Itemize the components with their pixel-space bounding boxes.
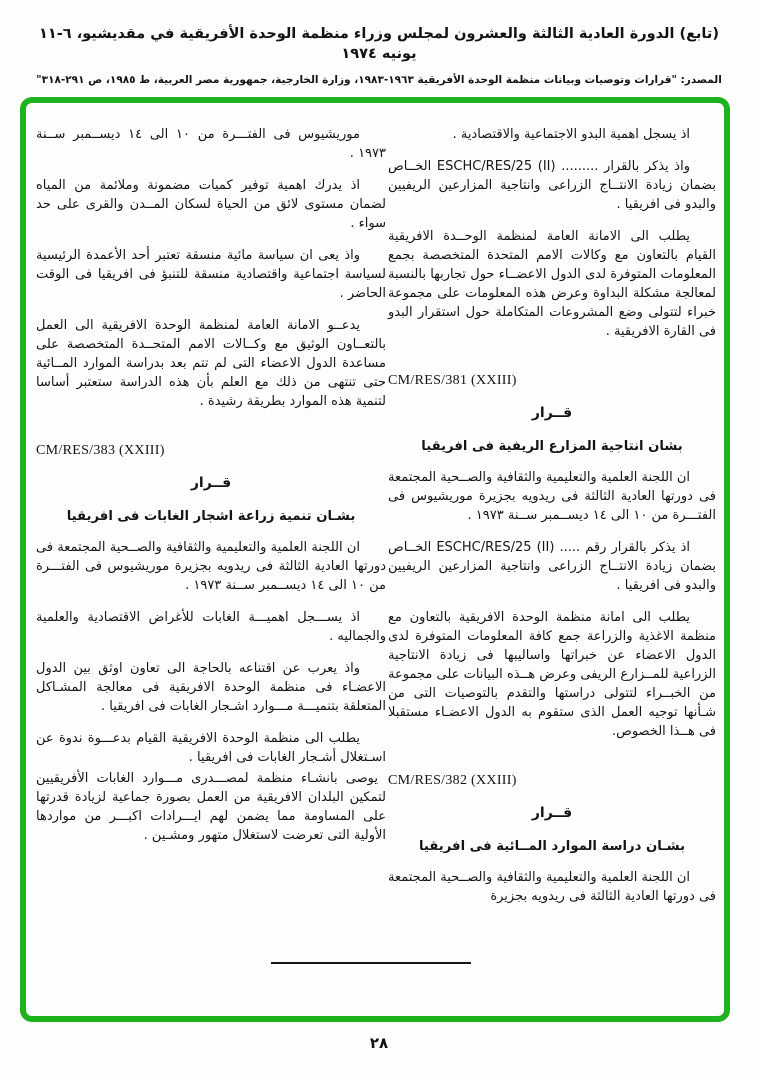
subject-heading: بشان انتاجية المزارع الريفية فى افريقيا	[421, 439, 683, 454]
decision-heading: قــرار	[531, 805, 573, 821]
subject-heading: بشـان تنمية زراعة اشجار الغابات فى افريقيا	[66, 509, 356, 524]
resolution-code: CM/RES/382 (XXIII)	[388, 773, 517, 788]
paragraph: يدعــو الامانة العامة لمنظمة الوحدة الافريقية الى العمل بالتعــاون الوثيق مع وكــالات الامم المتحــدة المتخصصة على مساعدة الدول الاعضاء التى لم تتم بعد بدراسة الموارد المــائية حتى تنتهى من ذلك مع العلم بأن هذه الدراسة ستعتبر أساسا لتنمية هذه الموارد بطريقة رشيدة .	[36, 318, 386, 409]
source-citation: المصدر: "قرارات وتوصيات وبيانات منظمة الوحدة الأفريقية ١٩٦٣-١٩٨٣، وزارة الخارجية، جمهورية مصر العربية، ط ١٩٨٥، ص ٢٩١-٣١٨"	[36, 74, 722, 86]
subject-heading: بشـان دراسة الموارد المــائية فى افريقيا	[418, 839, 686, 854]
paragraph: اذ يذكر بالقرار رقم ..... ESCHC/RES/25 (II) الخــاص بضمان زيادة الانتــاج الزراعى وانتاجية المزارعين الريفيين والبدو فى افريقيا .	[388, 540, 716, 593]
content-frame	[20, 97, 730, 1022]
separator-line	[271, 962, 471, 964]
paragraph: واذ يذكر بالقرار ......... ESCHC/RES/25 (II) الخــاص بضمان زيادة الانتــاج الزراعى وانتاجية المزارعين الريفيين والبدو فى افريقيا .	[388, 159, 716, 212]
paragraph: اذ يدرك اهمية توفير كميات مضمونة وملائمة من المياه لضمان مستوى لائق من الحياة لسكان المــدن والقرى على حد سواء .	[36, 178, 386, 231]
decision-heading: قــرار	[190, 475, 232, 491]
page-number: ٢٨	[369, 1034, 389, 1052]
paragraph: موريشيوس فى الفتـــرة من ١٠ الى ١٤ ديســمبر ســنة ١٩٧٣ .	[36, 127, 386, 161]
paragraph: يوصى بانشـاء منظمة لمصـــدرى مـــوارد الغابات الأفريقيين لتمكين البلدان الافريقية من العمل بصورة جماعية لزيادة قدرتها على المساومة مما يضمن لهم ايـــرادات اكبـــر من مواردها الأولية التى تعرضت لاستغلال متهور ومشـين .	[36, 771, 386, 843]
paragraph: ان اللجنة العلمية والتعليمية والثقافية والصــحية المجتمعة فى دورتها العادية الثالثة فى ريدويه بجزيرة موريشيوس فى الفتـــرة من ١٠ الى ١٤ ديســمبر ســنة ١٩٧٣ .	[36, 540, 386, 593]
page-header	[28, 24, 730, 87]
decision-heading: قــرار	[531, 405, 573, 421]
paragraph: واذ يعرب عن اقتناعه بالحاجة الى تعاون اوثق بين الدول الاعضـاء فى منظمة الوحدة الافريقية فى معالجة المشـاكل المتعلقة بتنميـــة مـــوارد اشـجار الغابات فى افريقيا .	[36, 661, 386, 714]
session-title: (تابع) الدورة العادية الثالثة والعشرون لمجلس وزراء منظمة الوحدة الأفريقية في مقديشيو، ٦-١١ يونيه ١٩٧٤	[39, 26, 719, 62]
paragraph: واذ يعى ان سياسة مائية منسقة تعتبر أحد الأعمدة الرئيسية لسياسة اجتماعية واقتصادية منسقة للتنبؤ فى افريقيا فى الوقت الحاضر .	[36, 248, 386, 301]
column-left	[36, 125, 386, 858]
column-right	[388, 125, 716, 919]
resolution-code: CM/RES/381 (XXIII)	[388, 373, 517, 388]
paragraph: يطلب الى الامانة العامة لمنظمة الوحــدة الافريقية القيام بالتعاون مع وكالات الامم المتحدة المتخصصة بجمع المعلومات المتوفرة لدى الدول الاعضــاء حول تجاربها بالنسبة لمعالجة مشكلة البداوة وعرض هذه المعلومات على مجموعة خبراء لتتولى وضع المشروعات المتكاملة حول استقرار البدو فى القارة الافريقية .	[388, 229, 716, 339]
paragraph: اذ يسجل اهمية البدو الاجتماعية والاقتصادية .	[452, 127, 690, 142]
paragraph: ان اللجنة العلمية والتعليمية والثقافية والصــحية المجتمعة فى دورتها العادية الثالثة فى ريدويه بجزيرة موريشيوس فى الفتـــرة من ١٠ الى ١٤ ديســمبر ســنة ١٩٧٣ .	[388, 470, 716, 523]
paragraph: يطلب الى منظمة الوحدة الافريقية القيام بدعـــوة ندوة عن اسـتغلال أشـجار الغابات فى افريقيا .	[36, 731, 386, 765]
resolution-code: CM/RES/383 (XXIII)	[36, 443, 165, 458]
paragraph: يطلب الى امانة منظمة الوحدة الافريقية بالتعاون مع منظمة الاغذية والزراعة جمع كافة المعلومات المتوفرة لدى الدول الاعضاء عن خبراتها واساليبها فى زيادة الانتاجية الزراعية للمــزارع الريفى وعرض هــذه البيانات على مجموعة من الخبــراء لتتولى دراستها والتقدم بالتوصيات التى من شـأنها توجيه العمل الذى ستقوم به الدول الاعضـاء مستقبلا فى هــذا الخصوص.	[388, 610, 716, 739]
paragraph: ان اللجنة العلمية والتعليمية والثقافية والصــحية المجتمعة فى دورتها العادية الثالثة فى ريدويه بجزيرة	[388, 870, 716, 904]
paragraph: اذ يســـجل اهميـــة الغابات للأغراض الاقتصادية والعلمية والجماليه .	[36, 610, 386, 644]
